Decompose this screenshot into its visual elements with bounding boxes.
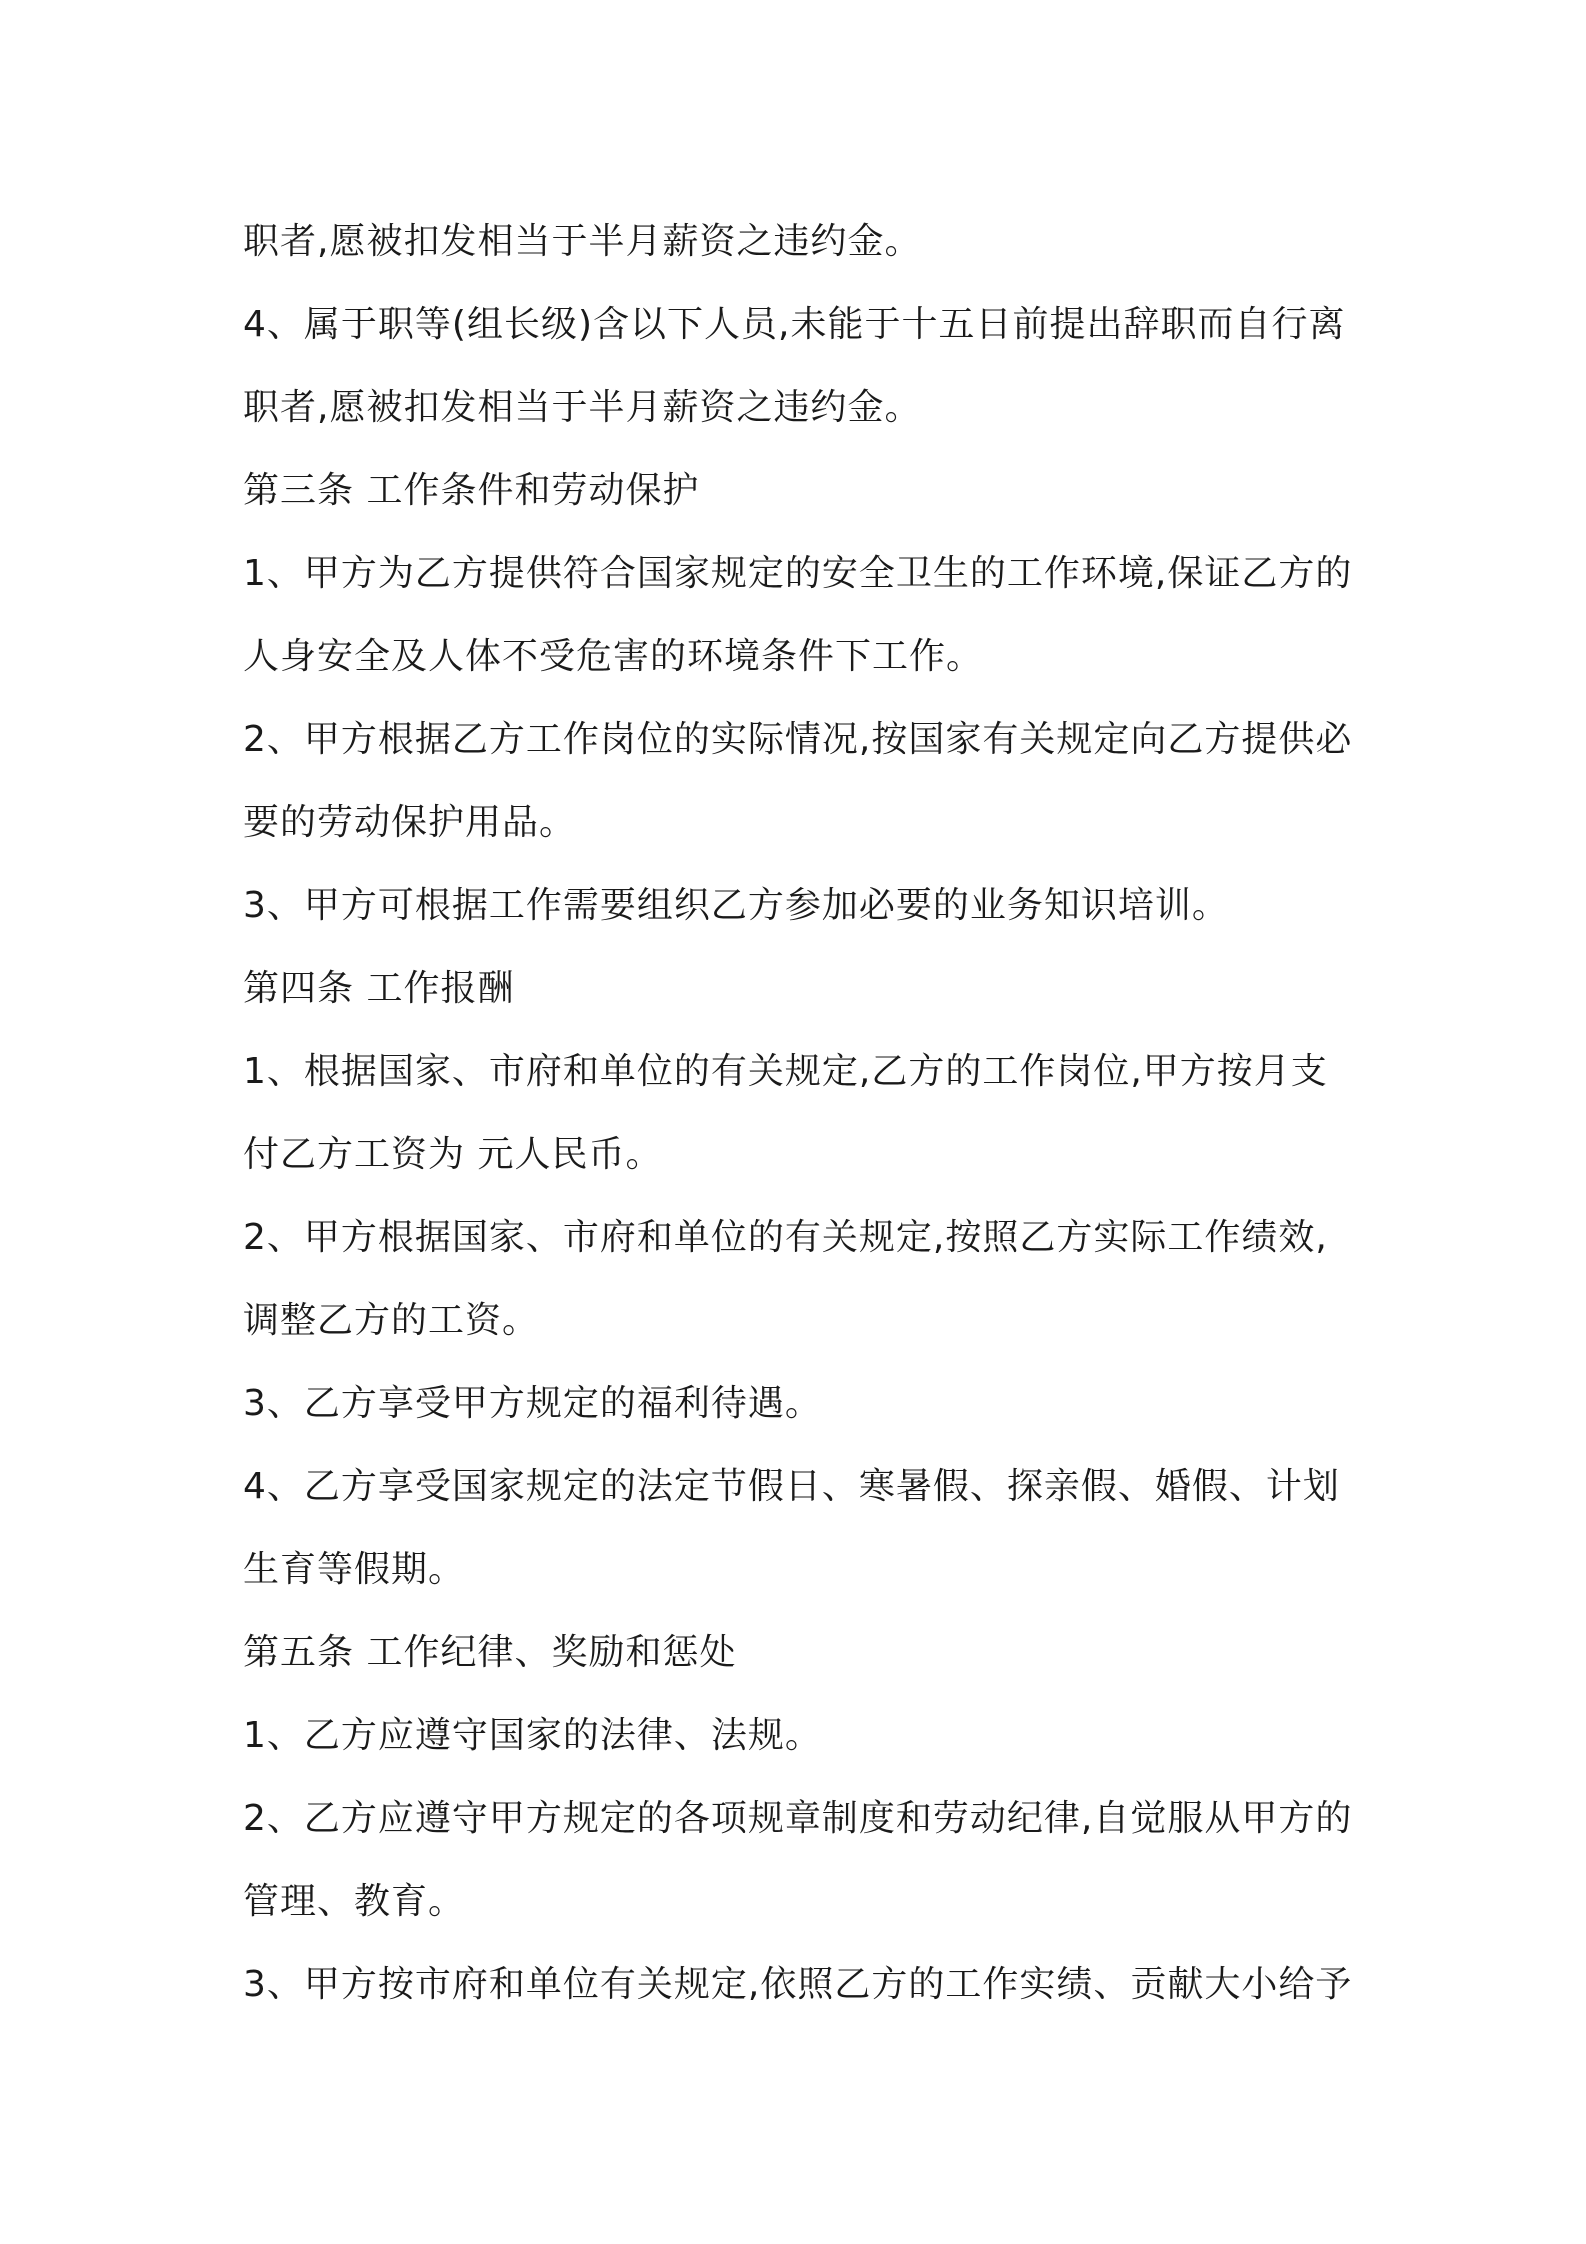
body-line: 要的劳动保护用品。: [243, 802, 577, 843]
body-line: 4、乙方享受国家规定的法定节假日、寒暑假、探亲假、婚假、计划: [243, 1466, 1340, 1507]
body-line: 3、乙方享受甲方规定的福利待遇。: [243, 1383, 822, 1424]
body-line: 1、甲方为乙方提供符合国家规定的安全卫生的工作环境,保证乙方的: [243, 553, 1353, 594]
body-line: 生育等假期。: [243, 1549, 466, 1590]
body-line: 3、甲方可根据工作需要组织乙方参加必要的业务知识培训。: [243, 885, 1229, 926]
body-line: 2、甲方根据国家、市府和单位的有关规定,按照乙方实际工作绩效,: [243, 1217, 1328, 1258]
body-line: 3、甲方按市府和单位有关规定,依照乙方的工作实绩、贡献大小给予: [243, 1964, 1353, 2005]
section-heading: 第五条 工作纪律、奖励和惩处: [243, 1632, 737, 1673]
body-line: 职者,愿被扣发相当于半月薪资之违约金。: [243, 221, 922, 262]
section-heading: 第三条 工作条件和劳动保护: [243, 470, 700, 511]
body-line: 2、乙方应遵守甲方规定的各项规章制度和劳动纪律,自觉服从甲方的: [243, 1798, 1353, 1839]
body-line: 人身安全及人体不受危害的环境条件下工作。: [243, 636, 984, 677]
body-line: 调整乙方的工资。: [243, 1300, 540, 1341]
body-line: 职者,愿被扣发相当于半月薪资之违约金。: [243, 387, 922, 428]
body-line: 管理、教育。: [243, 1881, 466, 1922]
body-line: 付乙方工资为 元人民币。: [243, 1134, 663, 1175]
body-line: 2、甲方根据乙方工作岗位的实际情况,按国家有关规定向乙方提供必: [243, 719, 1353, 760]
body-line: 1、根据国家、市府和单位的有关规定,乙方的工作岗位,甲方按月支: [243, 1051, 1328, 1092]
body-line: 1、乙方应遵守国家的法律、法规。: [243, 1715, 822, 1756]
body-line: 4、属于职等(组长级)含以下人员,未能于十五日前提出辞职而自行离: [243, 304, 1346, 345]
section-heading: 第四条 工作报酬: [243, 968, 515, 1009]
document-body: [243, 200, 1363, 2026]
